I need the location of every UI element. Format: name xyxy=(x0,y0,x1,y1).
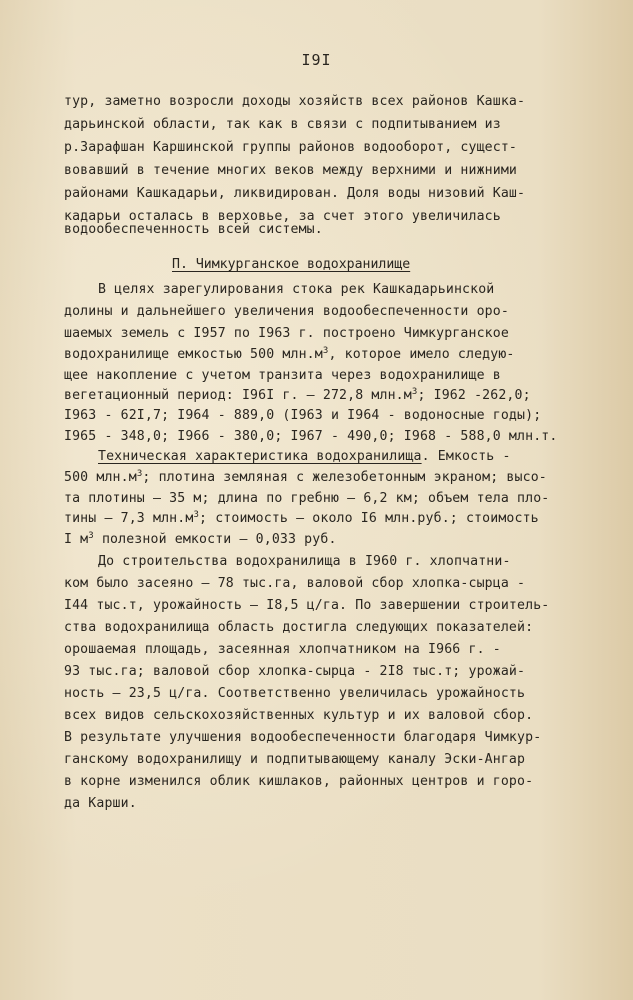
text-line: 93 тыс.га; валовой сбор хлопка-сырца - 2I8 тыс.т; урожай- xyxy=(64,664,526,679)
text-fragment: полезной емкости – 0,033 руб. xyxy=(93,532,337,547)
text-line: ком было засеяно – 78 тыс.га, валовой сбор хлопка-сырца - xyxy=(64,576,526,591)
text-line: вовавший в течение многих веков между верхними и нижними xyxy=(64,163,518,178)
text-fragment: I м xyxy=(64,532,89,547)
page-number: I9I xyxy=(301,51,332,69)
text-line: В целях зарегулирования стока рек Кашкадарьинской xyxy=(98,282,495,297)
text-line: I965 - 348,0; I966 - 380,0; I967 - 490,0; I968 - 588,0 млн.т. xyxy=(64,429,558,444)
text-line: ства водохранилища область достигла следующих показателей: xyxy=(64,620,534,635)
superscript: 3 xyxy=(322,346,329,356)
text-fragment: , которое имело следую- xyxy=(328,347,515,362)
text-line: До строительства водохранилища в I960 г. хлопчатни- xyxy=(98,554,511,569)
text-fragment: ; стоимость – около I6 млн.руб.; стоимость xyxy=(199,511,539,526)
technical-heading: Техническая характеристика водохранилища xyxy=(98,449,422,464)
text-line: да Карши. xyxy=(64,796,137,811)
text-fragment: 500 млн.м xyxy=(64,470,137,485)
text-line: долины и дальнейшего увеличения водообеспеченности оро- xyxy=(64,304,509,319)
text-line: I44 тыс.т, урожайность – I8,5 ц/га. По завершении строитель- xyxy=(64,598,550,613)
text-line: водообеспеченность всей системы. xyxy=(64,222,323,237)
text-fragment: ; I962 -262,0; xyxy=(417,388,531,403)
text-line xyxy=(64,346,515,364)
text-line: орошаемая площадь, засеянная хлопчатником на I966 г. - xyxy=(64,642,501,657)
superscript: 3 xyxy=(88,531,94,541)
text-line: щее накопление с учетом транзита через водохранилище в xyxy=(64,368,501,383)
text-fragment: . Емкость - xyxy=(421,449,511,464)
text-line: В результате улучшения водообеспеченности благодаря Чимкур- xyxy=(64,730,542,745)
text-fragment: тины – 7,3 млн.м xyxy=(64,511,194,526)
text-line: шаемых земель с I957 по I963 г. построено Чимкурганское xyxy=(64,326,509,341)
section-heading: П. Чимкурганское водохранилище xyxy=(172,257,411,272)
text-line: кадарьи осталась в верховье, за счет этого увеличилась xyxy=(64,209,501,224)
text-fragment: водохранилище емкостью 500 млн.м xyxy=(64,347,323,362)
superscript: 3 xyxy=(193,510,200,520)
text-line: районами Кашкадарьи, ликвидирован. Доля воды низовий Каш- xyxy=(64,186,526,201)
text-line xyxy=(64,531,337,549)
text-line xyxy=(64,387,531,405)
superscript: 3 xyxy=(411,387,418,397)
text-line: дарьинской области, так как в связи с подпитыванием из xyxy=(64,117,501,132)
superscript: 3 xyxy=(136,469,143,479)
text-line: тур, заметно возросли доходы хозяйств всех районов Кашка- xyxy=(64,94,526,109)
text-line: р.Зарафшан Каршинской группы районов водооборот, сущест- xyxy=(64,140,518,155)
text-line: I963 - 62I,7; I964 - 889,0 (I963 и I964 - водоносные годы); xyxy=(64,408,542,423)
text-line: ганскому водохранилищу и подпитывающему каналу Эски-Ангар xyxy=(64,752,526,767)
text-line xyxy=(98,448,511,466)
text-line: та плотины – 35 м; длина по гребню – 6,2 км; объем тела пло- xyxy=(64,491,550,506)
text-fragment: вегетационный период: I96I г. – 272,8 млн.м xyxy=(64,388,412,403)
text-line: всех видов сельскохозяйственных культур и их валовой сбор. xyxy=(64,708,534,723)
text-line: в корне изменился облик кишлаков, районных центров и горо- xyxy=(64,774,534,789)
text-fragment: ; плотина земляная с железобетонным экраном; высо- xyxy=(142,470,547,485)
text-line: ность – 23,5 ц/га. Соответственно увеличилась урожайность xyxy=(64,686,526,701)
text-line xyxy=(64,469,547,487)
text-line xyxy=(64,510,539,528)
